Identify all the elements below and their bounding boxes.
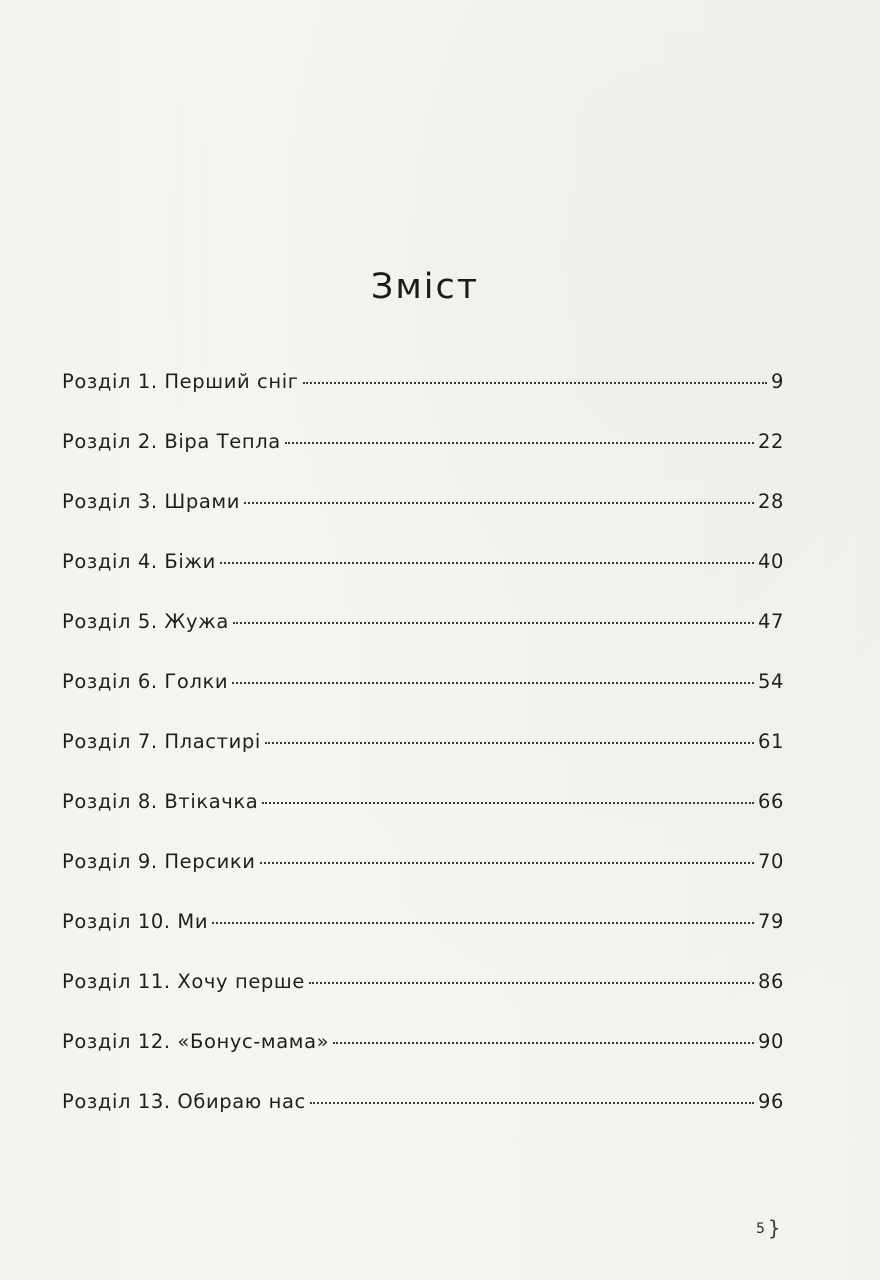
dot-leader [232,682,754,684]
dot-leader [333,1042,754,1044]
toc-entry [62,790,784,850]
dot-leader [244,502,754,504]
dot-leader [310,1102,754,1104]
toc-entry [62,550,784,610]
toc-entry-label: Розділ 6. Голки [62,670,229,693]
toc-entry [62,610,784,670]
toc-entry-page: 22 [757,430,784,453]
toc-entry-label: Розділ 3. Шрами [62,490,240,513]
dot-leader [220,562,754,564]
toc-entry [62,1030,784,1090]
dot-leader [265,742,754,744]
toc-entry-page: 47 [757,610,784,633]
toc-entry [62,430,784,490]
toc-entry-page: 28 [757,490,784,513]
toc-entry-label: Розділ 11. Хочу перше [62,970,305,993]
toc-entry-page: 54 [757,670,784,693]
toc-entry-page: 96 [757,1090,784,1113]
toc-entry-label: Розділ 12. «Бонус-мама» [62,1030,330,1053]
toc-entry-label: Розділ 4. Біжи [62,550,216,573]
toc-entry [62,850,784,910]
toc-entry-label: Розділ 10. Ми [62,910,209,933]
page-title: Зміст [370,267,480,308]
toc-entry [62,970,784,1030]
toc-entry [62,670,784,730]
dot-leader [285,442,754,444]
toc-entry [62,1090,784,1150]
folio-bracket-icon: } [767,1216,782,1240]
toc-entry-page: 86 [757,970,784,993]
dot-leader [303,382,767,384]
toc-entry-label: Розділ 2. Віра Тепла [62,430,281,453]
toc-entry-label: Розділ 9. Персики [62,850,256,873]
dot-leader [260,862,754,864]
toc-entry-page: 9 [770,370,784,393]
toc-entry [62,910,784,970]
toc-entry-page: 70 [757,850,784,873]
toc-entry [62,490,784,550]
toc-entry-page: 90 [757,1030,784,1053]
toc-entry-label: Розділ 5. Жужа [62,610,229,633]
dot-leader [309,982,754,984]
toc-entry [62,730,784,790]
toc-entry-page: 79 [757,910,784,933]
dot-leader [262,802,754,804]
toc-entry-page: 66 [757,790,784,813]
toc-entry [62,370,784,430]
toc-entry-label: Розділ 13. Обираю нас [62,1090,306,1113]
table-of-contents [62,370,784,1150]
toc-entry-label: Розділ 1. Перший сніг [62,370,299,393]
toc-entry-page: 40 [757,550,784,573]
toc-entry-label: Розділ 8. Втікачка [62,790,259,813]
dot-leader [212,922,754,924]
toc-entry-label: Розділ 7. Пластирі [62,730,261,753]
toc-entry-page: 61 [757,730,784,753]
page-number [756,1214,782,1238]
page-number-value: 5 [756,1221,766,1237]
dot-leader [233,622,754,624]
